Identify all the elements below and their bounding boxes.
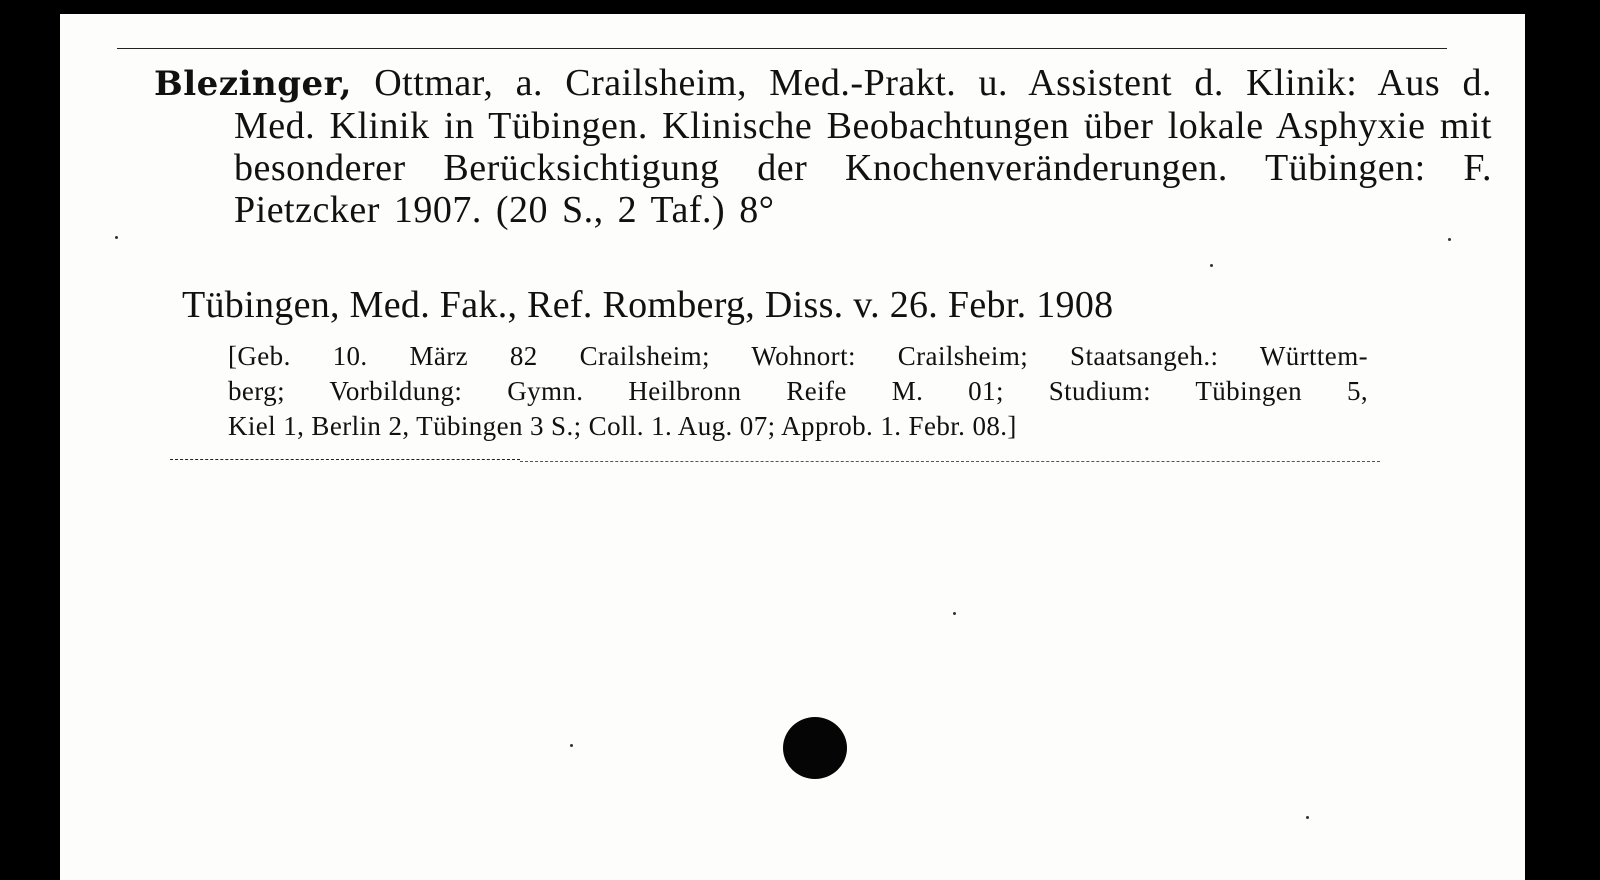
dust-speck <box>570 744 573 747</box>
dissertation-line: Tübingen, Med. Fak., Ref. Romberg, Diss. v. 26. Febr. 1908 <box>182 284 1114 326</box>
dust-speck <box>1448 238 1451 241</box>
dust-speck <box>1210 264 1213 267</box>
entry-body: Ottmar, a. Crailsheim, Med.-Prakt. u. Assistent d. Klinik: Aus d. Med. Klinik in Tübingen. Klinische Beobachtungen über lokale Asphyxie mit besonderer Berücksichtigung der Knochenveränderungen. Tübingen: F. Pietzcker 1907. (20 S., 2 Taf.) 8° <box>234 62 1492 231</box>
dust-speck <box>1306 816 1309 819</box>
bibliographic-entry <box>154 62 1492 231</box>
punch-hole <box>783 717 847 779</box>
details-line-3: Kiel 1, Berlin 2, Tübingen 3 S.; Coll. 1. Aug. 07; Approb. 1. Febr. 08.] <box>228 411 1017 441</box>
details-line-2: berg; Vorbildung: Gymn. Heilbronn Reife M. 01; Studium: Tübingen 5, <box>228 376 1368 406</box>
index-card <box>60 14 1525 880</box>
author-name: Blezinger, <box>154 64 352 104</box>
dust-speck <box>115 236 118 239</box>
biographical-details <box>228 339 1368 444</box>
bottom-rule-right <box>520 461 1380 462</box>
details-line-1: [Geb. 10. März 82 Crailsheim; Wohnort: Crailsheim; Staatsangeh.: Württem- <box>228 341 1368 371</box>
dust-speck <box>953 612 956 615</box>
bottom-rule-left <box>170 459 520 460</box>
top-rule <box>117 48 1447 49</box>
